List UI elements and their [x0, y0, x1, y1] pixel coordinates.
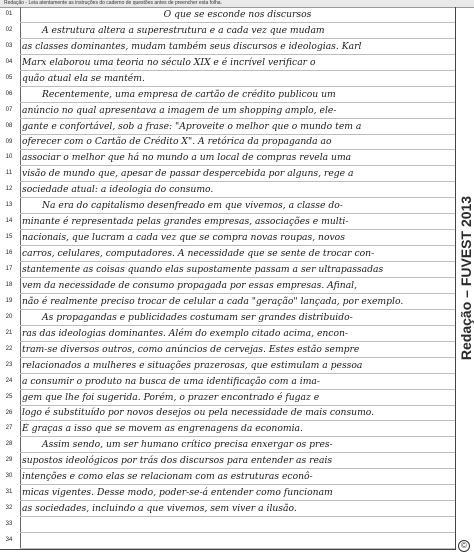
handwritten-text: minante é representada pelas grandes empresas, associações e multi- — [22, 216, 349, 228]
handwritten-text: nacionais, que lucram a cada vez que se compra novas roupas, novos — [22, 232, 345, 244]
handwritten-text: O que se esconde nos discursos — [163, 8, 312, 20]
handwritten-text: intenções e como elas se relacionam com as estruturas econô- — [22, 471, 313, 483]
handwritten-text: visão de mundo que, apesar de passar despercebida por alguns, rege a — [22, 168, 354, 180]
line-number: 10 — [5, 154, 13, 161]
line-number: 29 — [5, 457, 13, 464]
line-number: 07 — [5, 106, 13, 113]
ruled-line — [20, 501, 455, 517]
handwritten-text: Assim sendo, um ser humano crítico precisa enxergar os pres- — [42, 439, 333, 451]
handwritten-text: supostos ideológicos por trás dos discursos para entender as reais — [22, 455, 333, 467]
ruled-line — [20, 406, 455, 422]
line-number: 32 — [5, 505, 13, 512]
ruled-line — [20, 278, 455, 294]
side-label: Redação – FUVEST 2013 — [457, 195, 474, 361]
handwritten-text: vem da necessidade de consumo propagada por essas empresas. Afinal, — [22, 279, 358, 291]
handwritten-text: anúncio no qual apresentava a imagem de um shopping amplo, ele- — [22, 104, 337, 116]
ruled-line — [20, 533, 455, 549]
line-number: 14 — [5, 218, 13, 225]
line-number: 08 — [5, 122, 13, 129]
line-number: 24 — [5, 377, 13, 384]
line-number: 12 — [5, 186, 13, 193]
line-number: 25 — [5, 393, 13, 400]
handwritten-text: oferecer com o Cartão de Crédito X". A retórica da propaganda ao — [22, 136, 332, 148]
ruled-line — [20, 230, 455, 246]
line-number: 23 — [5, 361, 13, 368]
ruled-line — [20, 87, 455, 103]
line-number: 26 — [5, 409, 13, 416]
line-number: 28 — [5, 441, 13, 448]
line-number: 09 — [5, 138, 13, 145]
handwritten-text: as sociedades, incluindo a que vivemos, sem viver a ilusão. — [22, 503, 297, 515]
side-label-strip — [457, 7, 474, 549]
line-number: 22 — [5, 345, 13, 352]
line-number-column — [0, 7, 21, 549]
handwritten-text: tram-se diversos outros, como anúncios de cervejas. Estes estão sempre — [22, 343, 360, 355]
ruled-line — [20, 23, 455, 39]
handwritten-text: ras das ideologias dominantes. Além do exemplo citado acima, encon- — [22, 327, 348, 339]
line-number: 30 — [5, 473, 13, 480]
line-number: 03 — [5, 42, 13, 49]
ruled-line — [20, 71, 455, 87]
ruled-line — [20, 39, 455, 55]
line-number: 01 — [5, 11, 13, 17]
line-number: 18 — [5, 282, 13, 288]
handwritten-text: logo é substituído por novos desejos ou pela necessidade de mais consumo. — [22, 407, 375, 419]
handwritten-text: micas vigentes. Desse modo, poder-se-á entender como funcionam — [22, 487, 333, 499]
handwritten-text: Na era do capitalismo desenfreado em que vivemos, a classe do- — [42, 200, 343, 212]
line-number: 19 — [5, 297, 13, 304]
ruled-line — [20, 262, 455, 278]
line-number: 16 — [5, 250, 13, 257]
ruled-line — [20, 517, 455, 533]
line-number: 04 — [5, 58, 13, 65]
ruled-line — [20, 166, 455, 182]
handwritten-text: gem que lhe foi sugerida. Porém, o prazer encontrado é fugaz e — [22, 391, 320, 403]
handwritten-text: A estrutura altera a superestrutura e a cada vez que mudam — [42, 24, 325, 36]
ruled-line — [20, 453, 455, 469]
ruled-line — [20, 182, 455, 198]
ruled-line — [20, 7, 455, 23]
ruled-line — [20, 390, 455, 406]
line-number: 17 — [5, 266, 13, 273]
line-number: 27 — [5, 425, 13, 432]
ruled-line — [20, 119, 455, 135]
handwritten-text: carros, celulares, computadores. A necessidade que se sente de trocar con- — [22, 248, 375, 260]
handwritten-text: a consumir o produto na busca de uma identificação com a ima- — [22, 375, 320, 387]
line-number: 21 — [5, 329, 13, 336]
handwritten-text: Marx elaborou uma teoria no século XIX e é incrível verificar o — [22, 56, 316, 68]
ruled-line — [20, 342, 455, 358]
ruled-line — [20, 437, 455, 453]
line-number: 31 — [5, 489, 13, 496]
line-number: 33 — [5, 521, 13, 528]
ruled-line — [20, 55, 455, 71]
line-number: 06 — [5, 90, 13, 97]
ruled-line — [20, 358, 455, 374]
line-number: 20 — [5, 313, 13, 320]
handwritten-text: quão atual ela se mantém. — [22, 72, 145, 84]
line-number: 34 — [5, 537, 13, 544]
ruled-line — [20, 214, 455, 230]
handwritten-text: relacionados a mulheres e situações prazerosas, que estimulam a pessoa — [22, 359, 363, 371]
ruled-line — [20, 485, 455, 501]
handwritten-text: Recentemente, uma empresa de cartão de crédito publicou um — [42, 88, 336, 100]
handwritten-text: sociedade atual: a ideologia do consumo. — [22, 184, 214, 196]
handwritten-text: gante e confortável, sob a frase: "Aproveite o melhor que o mundo tem a — [22, 120, 362, 132]
handwritten-text: associar o melhor que há no mundo a um local de compras revela uma — [22, 152, 352, 164]
line-number: 15 — [5, 234, 13, 241]
ruled-line — [20, 294, 455, 310]
ruled-line — [20, 135, 455, 151]
ruled-line — [20, 310, 455, 326]
ruled-line — [20, 103, 455, 119]
ruled-line — [20, 469, 455, 485]
handwritten-text: stantemente as coisas quando elas supostamente passam a ser ultrapassadas — [22, 263, 384, 275]
handwritten-text: As propagandas e publicidades costumam ser grandes distribuido- — [42, 311, 353, 323]
line-number: 13 — [5, 202, 13, 209]
ruled-line — [20, 198, 455, 214]
header-instructions: Redação - Leia atentamente as instruções do caderno de questões antes de preencher esta folha. — [4, 0, 222, 6]
handwritten-text: não é realmente preciso trocar de celular a cada "geração" lançada, por exemplo. — [22, 295, 404, 307]
copyright-mark: © — [458, 540, 470, 552]
ruled-line — [20, 326, 455, 342]
handwritten-lines — [20, 7, 455, 549]
ruled-line — [20, 246, 455, 262]
line-number: 05 — [5, 74, 13, 81]
ruled-line — [20, 374, 455, 390]
line-number: 02 — [5, 26, 13, 33]
line-number: 11 — [5, 170, 13, 177]
handwritten-text: as classes dominantes, mudam também seus discursos e ideologias. Karl — [22, 40, 362, 52]
ruled-line — [20, 150, 455, 166]
handwritten-text: É graças a isso que se movem as engrenagens da economia. — [22, 423, 303, 435]
ruled-line — [20, 421, 455, 437]
